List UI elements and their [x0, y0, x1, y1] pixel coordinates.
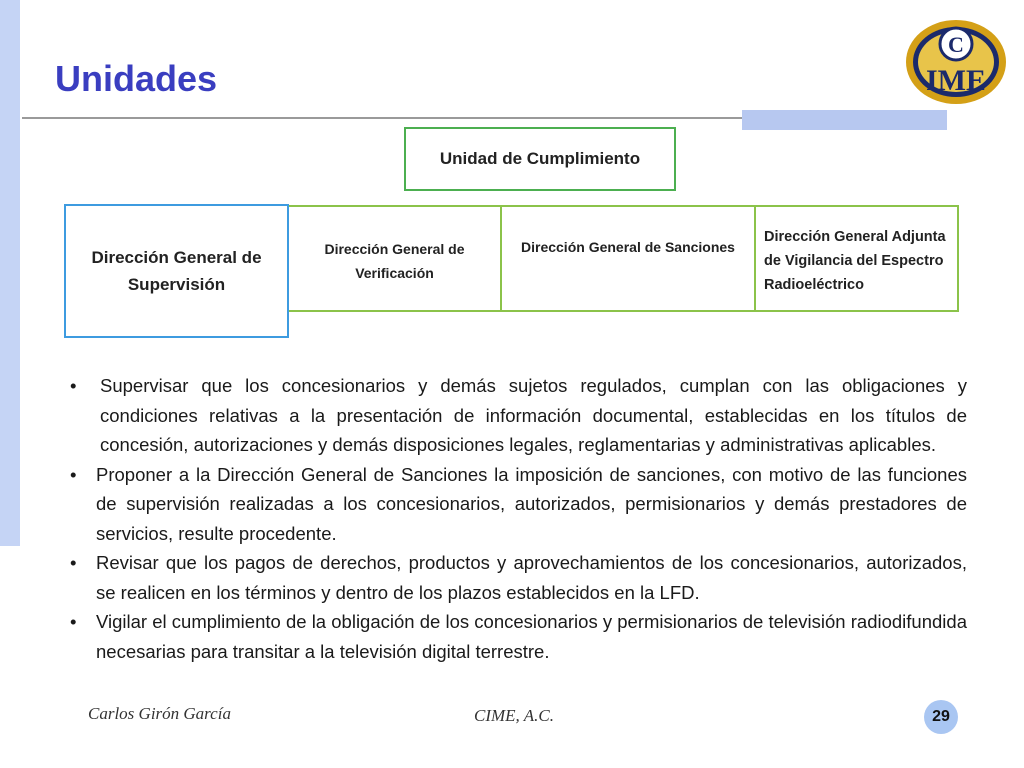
list-item-text: Proponer a la Dirección General de Sanciones la imposición de sanciones, con motivo de las funciones de supervisión realizadas a los concesionarios, autorizados, permisionarios y demás prestadores de servicios, resulte procedente. — [96, 463, 967, 544]
cime-logo — [903, 14, 1009, 106]
footer-author: Carlos Girón García — [88, 704, 231, 723]
list-item-text: Vigilar el cumplimiento de la obligación de los concesionarios y permisionarios de televisión radiodifundida necesarias para transitar a la televisión digital terrestre. — [96, 611, 967, 662]
verificacion-box: Dirección General de Verificación — [287, 205, 502, 312]
list-item — [68, 607, 967, 666]
svg-text:C: C — [948, 32, 964, 57]
vigilancia-espectro-box: Dirección General Adjunta de Vigilancia del Espectro Radioeléctrico — [754, 205, 959, 312]
unidad-cumplimiento-box: Unidad de Cumplimiento — [404, 127, 676, 191]
list-item-text: Supervisar que los concesionarios y demás sujetos regulados, cumplan con las obligaciones y condiciones relativas a la presentación de información documental, establecidas en los títulos de concesión, autorizaciones y demás disposiciones legales, reglamentarias y administrativas aplicables. — [100, 375, 967, 455]
footer-organization: CIME, A.C. — [474, 706, 554, 725]
sanciones-box: Dirección General de Sanciones — [500, 205, 756, 312]
functions-list — [68, 371, 967, 666]
list-item-text: Revisar que los pagos de derechos, productos y aprovechamientos de los concesionarios, autorizados, se realicen en los términos y dentro de los plazos establecidos en la LFD. — [96, 552, 967, 603]
accent-bar — [742, 110, 947, 130]
list-item — [68, 460, 967, 549]
list-item — [68, 371, 967, 460]
page-number: 29 — [924, 700, 958, 734]
bullet-icon: • — [70, 611, 77, 632]
supervision-box: Dirección General de Supervisión — [64, 204, 289, 338]
bullet-icon: • — [70, 463, 77, 485]
list-item — [68, 548, 967, 607]
left-accent-bar — [0, 0, 20, 546]
bullet-icon: • — [70, 375, 77, 396]
slide-title: Unidades — [55, 58, 218, 99]
svg-text:IME: IME — [926, 64, 986, 97]
bullet-icon: • — [70, 552, 77, 573]
